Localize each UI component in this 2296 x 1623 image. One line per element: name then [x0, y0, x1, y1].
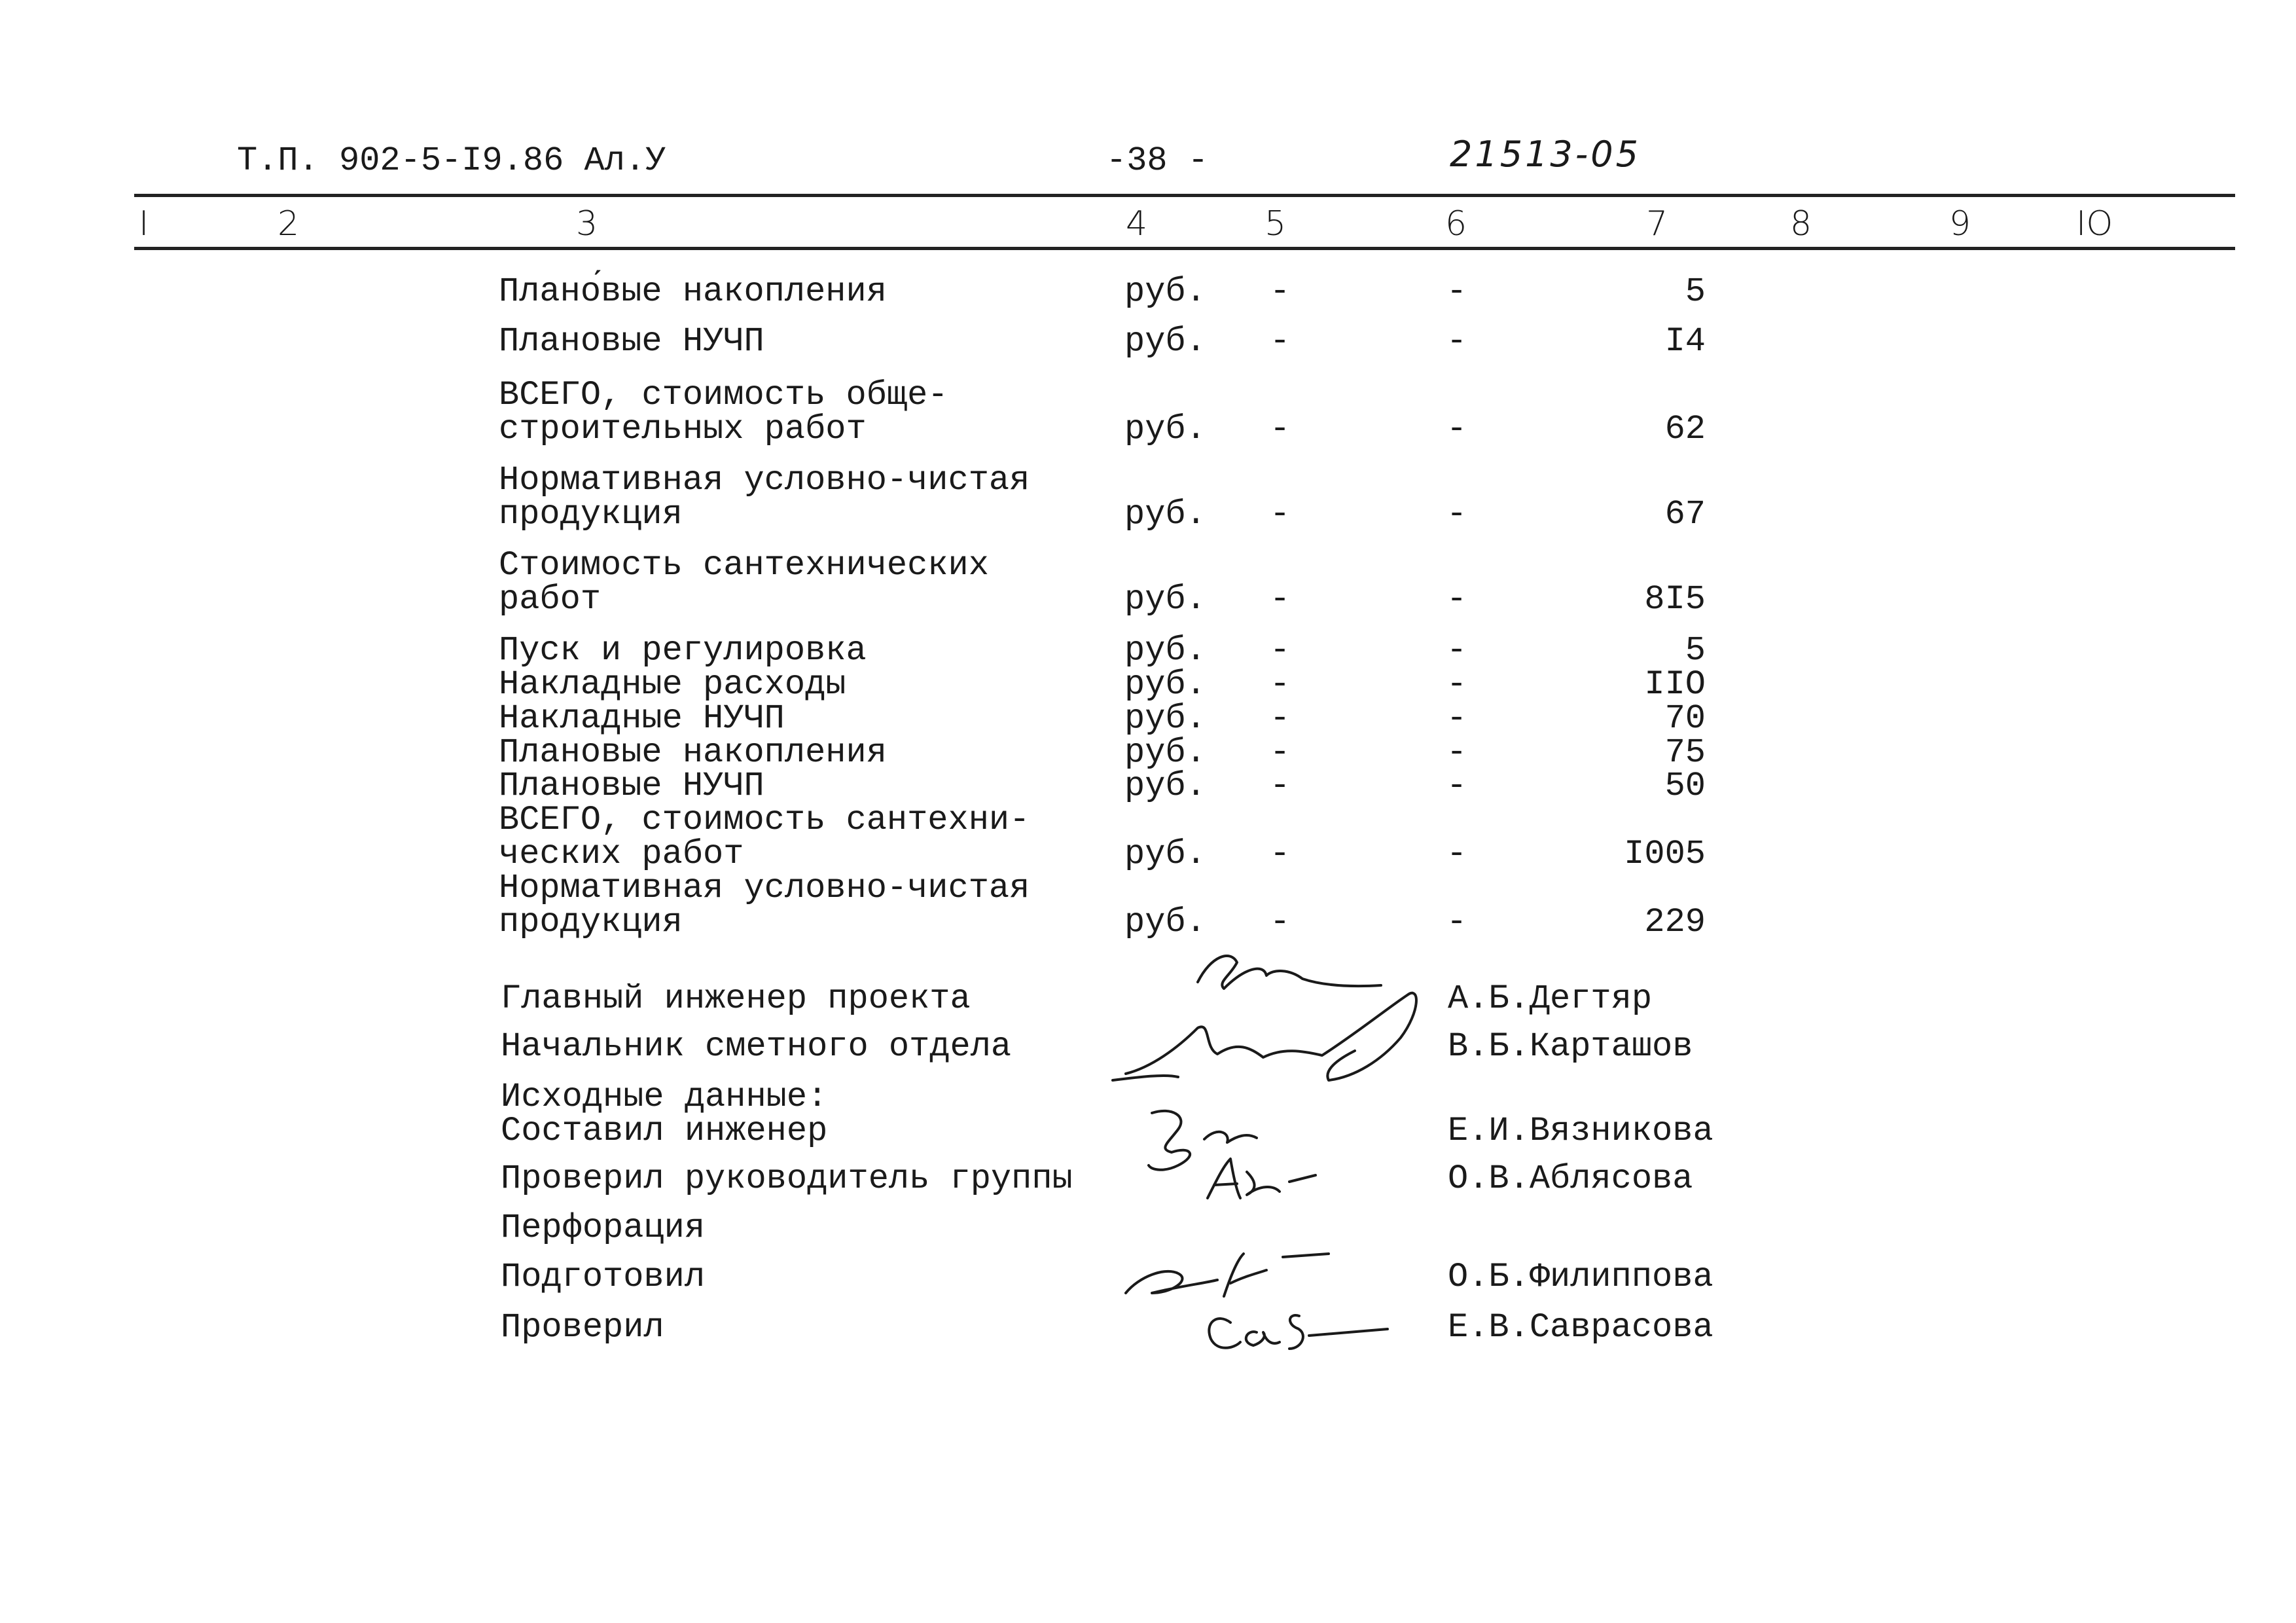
- row-col5: -: [1270, 733, 1291, 772]
- column-number: I: [139, 204, 149, 244]
- column-number: 5: [1265, 204, 1287, 244]
- row-unit: руб.: [1124, 272, 1206, 311]
- column-number: 9: [1949, 204, 1971, 244]
- row-unit: руб.: [1124, 733, 1206, 772]
- column-number: 4: [1126, 204, 1148, 244]
- row-unit: руб.: [1124, 495, 1206, 534]
- row-col6: -: [1446, 631, 1467, 670]
- row-col6: -: [1446, 903, 1467, 941]
- row-col5: -: [1270, 699, 1291, 738]
- signature-filippova-icon: [1126, 1254, 1329, 1296]
- row-col6: -: [1446, 410, 1467, 448]
- row-unit: руб.: [1124, 767, 1206, 805]
- column-number: 6: [1445, 204, 1467, 244]
- row-label: Стоимость сантехнических работ: [499, 546, 989, 619]
- row-value: IIO: [1644, 665, 1706, 704]
- row-col6: -: [1446, 495, 1467, 534]
- row-unit: руб.: [1124, 631, 1206, 670]
- row-label: Пуск и регулировка: [499, 631, 867, 670]
- row-unit: руб.: [1124, 322, 1206, 361]
- signature-vyaznikova-icon: [1149, 1111, 1257, 1170]
- row-label: Плано́вые накопления: [499, 272, 887, 311]
- row-value: 5: [1685, 631, 1706, 670]
- row-label: ВСЕГО, стоимость сантехни- ческих работ: [499, 801, 1030, 873]
- row-col5: -: [1270, 665, 1291, 704]
- row-unit: руб.: [1124, 580, 1206, 619]
- row-label: Плановые НУЧП: [499, 322, 764, 361]
- row-col5: -: [1270, 410, 1291, 448]
- signature-role: Главный инженер проекта: [501, 979, 971, 1018]
- row-unit: руб.: [1124, 835, 1206, 873]
- signature-role: Исходные данные: Составил инженер: [501, 1078, 828, 1150]
- row-unit: руб.: [1124, 903, 1206, 941]
- row-unit: руб.: [1124, 699, 1206, 738]
- row-value: 62: [1664, 410, 1706, 448]
- row-label: Накладные НУЧП: [499, 699, 785, 738]
- signature-kartashov-icon: [1113, 993, 1416, 1080]
- row-value: 67: [1664, 495, 1706, 534]
- signature-role: Проверил руководитель группы: [501, 1159, 1073, 1198]
- row-label: Плановые накопления: [499, 733, 887, 772]
- row-col5: -: [1270, 322, 1291, 361]
- row-col6: -: [1446, 835, 1467, 873]
- row-unit: руб.: [1124, 410, 1206, 448]
- row-label: ВСЕГО, стоимость обще- строительных работ: [499, 376, 948, 448]
- column-number: IO: [2076, 204, 2113, 244]
- row-col5: -: [1270, 903, 1291, 941]
- row-value: 50: [1664, 767, 1706, 805]
- column-number: 7: [1646, 204, 1668, 244]
- row-col6: -: [1446, 322, 1467, 361]
- signature-role: Начальник сметного отдела: [501, 1027, 1012, 1066]
- signature-name: О.В.Аблясова: [1448, 1159, 1693, 1198]
- column-number: 3: [576, 204, 598, 244]
- signature-role: Перфорация: [501, 1209, 706, 1247]
- row-value: 75: [1664, 733, 1706, 772]
- project-code: Т.П. 902-5-I9.86 Ал.У: [237, 141, 666, 180]
- row-value: I4: [1664, 322, 1706, 361]
- signature-savrasova-icon: [1209, 1315, 1388, 1349]
- document-number: 21513-05: [1450, 134, 1641, 175]
- row-unit: руб.: [1124, 665, 1206, 704]
- row-value: 70: [1664, 699, 1706, 738]
- row-value: I005: [1624, 835, 1706, 873]
- row-label: Плановые НУЧП: [499, 767, 764, 805]
- signature-ablyasova-icon: [1208, 1159, 1316, 1198]
- row-label: Накладные расходы: [499, 665, 846, 704]
- row-col6: -: [1446, 580, 1467, 619]
- column-number: 2: [278, 204, 300, 244]
- signature-name: Е.В.Саврасова: [1448, 1308, 1713, 1347]
- row-col6: -: [1446, 665, 1467, 704]
- row-value: 229: [1644, 903, 1706, 941]
- signature-name: О.Б.Филиппова: [1448, 1258, 1713, 1296]
- row-label: Нормативная условно-чистая продукция: [499, 461, 1030, 534]
- row-value: 8I5: [1644, 580, 1706, 619]
- column-number: 8: [1790, 204, 1812, 244]
- signature-name: В.Б.Карташов: [1448, 1027, 1693, 1066]
- row-col6: -: [1446, 699, 1467, 738]
- row-col5: -: [1270, 272, 1291, 311]
- row-col5: -: [1270, 631, 1291, 670]
- signature-name: А.Б.Дегтяр: [1448, 979, 1653, 1018]
- row-col6: -: [1446, 272, 1467, 311]
- row-col5: -: [1270, 767, 1291, 805]
- row-col6: -: [1446, 733, 1467, 772]
- signature-name: Е.И.Вязникова: [1448, 1112, 1713, 1150]
- row-value: 5: [1685, 272, 1706, 311]
- row-col5: -: [1270, 835, 1291, 873]
- row-col5: -: [1270, 580, 1291, 619]
- row-label: Нормативная условно-чистая продукция: [499, 869, 1030, 941]
- page-number: -38 -: [1106, 141, 1209, 180]
- signature-role: Проверил: [501, 1308, 664, 1347]
- signature-degtyar-icon: [1198, 956, 1381, 989]
- signature-role: Подготовил: [501, 1258, 706, 1296]
- row-col5: -: [1270, 495, 1291, 534]
- row-col6: -: [1446, 767, 1467, 805]
